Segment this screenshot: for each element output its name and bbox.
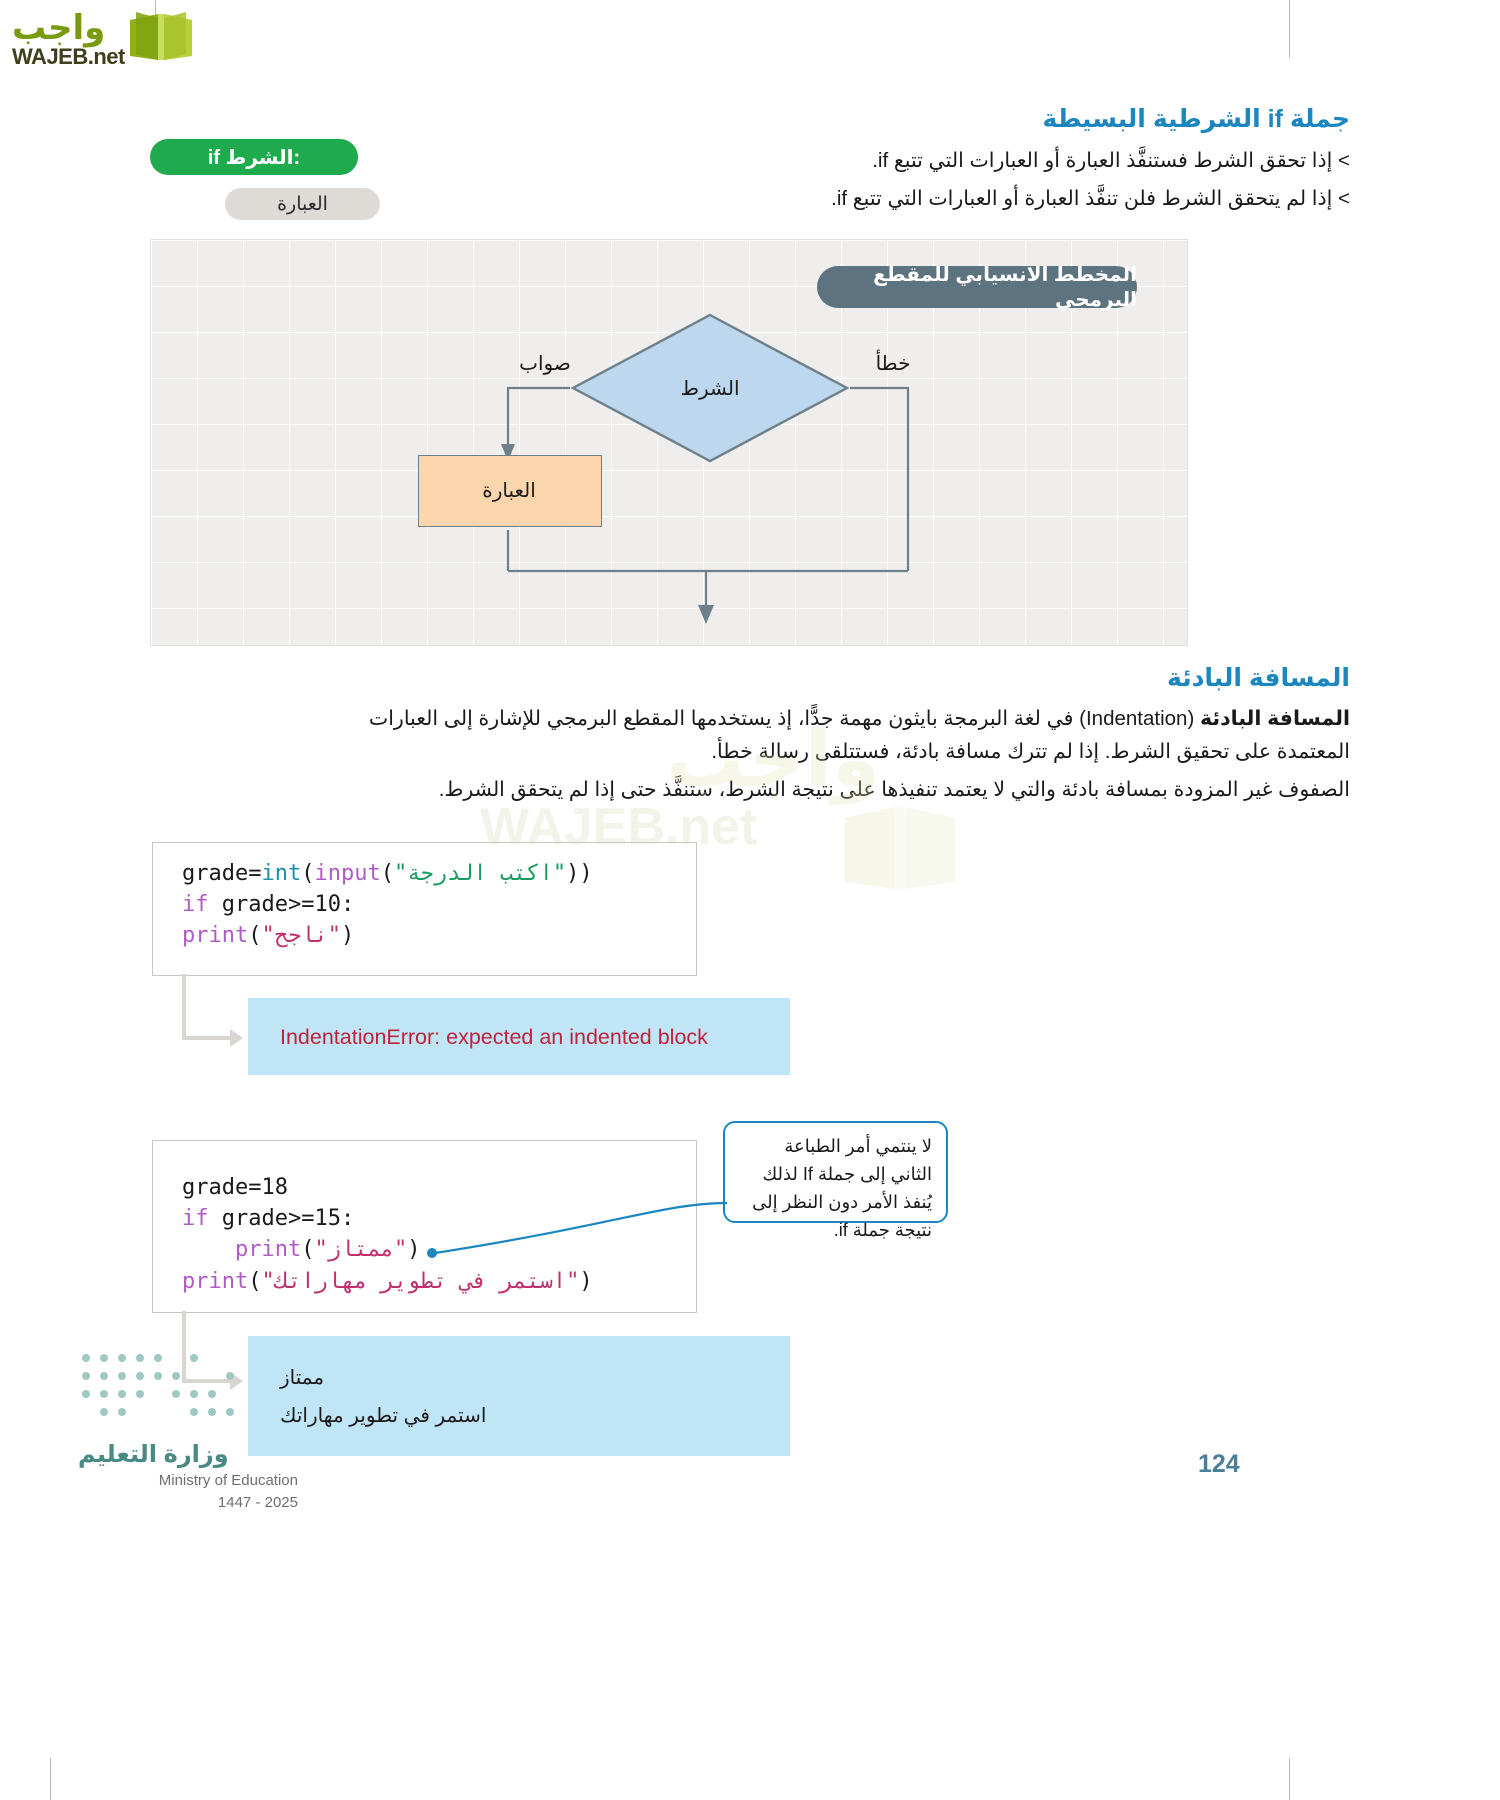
badge-if-condition: :الشرط if <box>150 139 358 175</box>
code-token: int <box>261 861 302 886</box>
moe-dots-decoration <box>78 1348 243 1426</box>
code-token: )) <box>566 861 593 886</box>
code-token: print <box>234 1237 302 1263</box>
indentation-paragraph-lead: المسافة البادئة <box>1199 707 1350 730</box>
code-token: print <box>182 1268 249 1294</box>
moe-year: 2025 - 1447 <box>217 1494 298 1511</box>
watermark-book-icon <box>840 800 960 896</box>
if-bullet-0-text: إذا تحقق الشرط فستنفَّذ العبارة أو العبارات التي تتبع if. <box>872 149 1333 172</box>
crop-mark-bottom-right <box>1289 1758 1290 1800</box>
crop-mark-bottom-left <box>50 1758 51 1800</box>
code-line <box>182 889 692 920</box>
flowchart-process-label: العبارة <box>482 479 536 502</box>
flowchart-label-true: صواب <box>519 353 571 375</box>
page-title-if: جملة if الشرطية البسيطة <box>1042 105 1350 133</box>
page-number: 124 <box>1198 1450 1240 1478</box>
code-token: ( <box>301 1237 315 1263</box>
bullet-marker: > <box>1338 187 1350 210</box>
code-token: ) <box>340 923 355 949</box>
code-line <box>182 858 692 889</box>
watermark-net: WAJEB.net <box>480 798 758 856</box>
code-token: ( <box>248 923 262 949</box>
watermark-word: واجب <box>665 715 880 805</box>
if-bullet-1-text: إذا لم يتحقق الشرط فلن تنفَّذ العبارة أو العبارات التي تتبع if. <box>831 187 1333 210</box>
code-token: "اكتب الدرجة" <box>393 861 567 886</box>
code-block-1-text <box>182 858 692 952</box>
indentation-paragraph-rest: (Indentation) في لغة البرمجة بايثون مهمة جدًّا، إذ يستخدمها المقطع البرمجي للإشارة إلى العبارات المعتمدة على تحقيق الشرط. إذا لم تترك مسافة بادئة، فستتلقى رسالة خطأ. <box>368 707 1350 764</box>
bullet-marker: > <box>1338 149 1350 172</box>
indentation-paragraph <box>314 702 1350 768</box>
code-1-output-error-text: IndentationError: expected an indented block <box>280 1025 708 1049</box>
code-token: "ناجح" <box>261 923 341 949</box>
code-1-output-connector-vertical <box>182 974 186 1040</box>
flowchart-label-false: خطأ <box>875 353 911 375</box>
code-token: input <box>314 861 381 886</box>
code-2-output-line-1: استمر في تطوير مهاراتك <box>280 1405 487 1427</box>
code-token <box>182 1237 235 1262</box>
code-1-output-connector-arrow <box>230 1029 243 1047</box>
flowchart-connectors <box>150 239 1186 644</box>
code-token: print <box>182 923 249 949</box>
code-token: grade=18 <box>182 1175 288 1200</box>
code-token: if <box>182 1206 209 1232</box>
wajeb-logo <box>8 6 198 68</box>
code-token: grade>=15: <box>208 1206 355 1232</box>
code-line <box>182 920 692 951</box>
if-bullet-0 <box>330 148 1350 173</box>
crop-mark-top-right <box>1289 0 1290 58</box>
indentation-paragraph-line3: الصفوف غير المزودة بمسافة بادئة والتي لا يعتمد تنفيذها على نتيجة الشرط، ستنفَّذ حتى إذا لم يتحقق الشرط. <box>438 778 1350 801</box>
code-token: grade>=10: <box>208 892 355 918</box>
wajeb-net-text: WAJEB.net <box>12 44 125 69</box>
flowchart-title-badge: المخطط الانسيابي للمقطع البرمجي <box>817 266 1137 308</box>
wajeb-wordmark: واجب <box>12 8 106 48</box>
flowchart-decision-label: الشرط <box>680 377 740 400</box>
code-token: ( <box>301 861 315 886</box>
code-token: if <box>182 892 209 918</box>
code-1-output-connector-horizontal <box>182 1036 232 1040</box>
code-token: ) <box>407 1237 421 1263</box>
badge-statement: العبارة <box>225 188 380 220</box>
moe-title-english: Ministry of Education <box>158 1472 298 1489</box>
code-token: grade= <box>182 861 262 886</box>
code-2-output-line-0: ممتاز <box>280 1367 325 1389</box>
section-title-indentation: المسافة البادئة <box>1167 664 1350 692</box>
info-callout: لا ينتمي أمر الطباعة الثاني إلى جملة If لذلك يُنفذ الأمر دون النظر إلى نتيجة جملة if. <box>723 1121 948 1223</box>
code-token: "ممتاز" <box>314 1237 408 1263</box>
code-token: ( <box>380 861 394 886</box>
code-token: ) <box>579 1268 593 1294</box>
moe-title-arabic: وزارة التعليم <box>78 1441 229 1468</box>
open-book-icon <box>128 10 194 64</box>
code-token: ( <box>248 1268 262 1294</box>
callout-pointer <box>415 1195 735 1275</box>
if-bullet-1 <box>330 186 1350 211</box>
code-2-output-box <box>248 1336 790 1456</box>
code-token: "استمر في تطوير مهاراتك" <box>261 1268 580 1294</box>
